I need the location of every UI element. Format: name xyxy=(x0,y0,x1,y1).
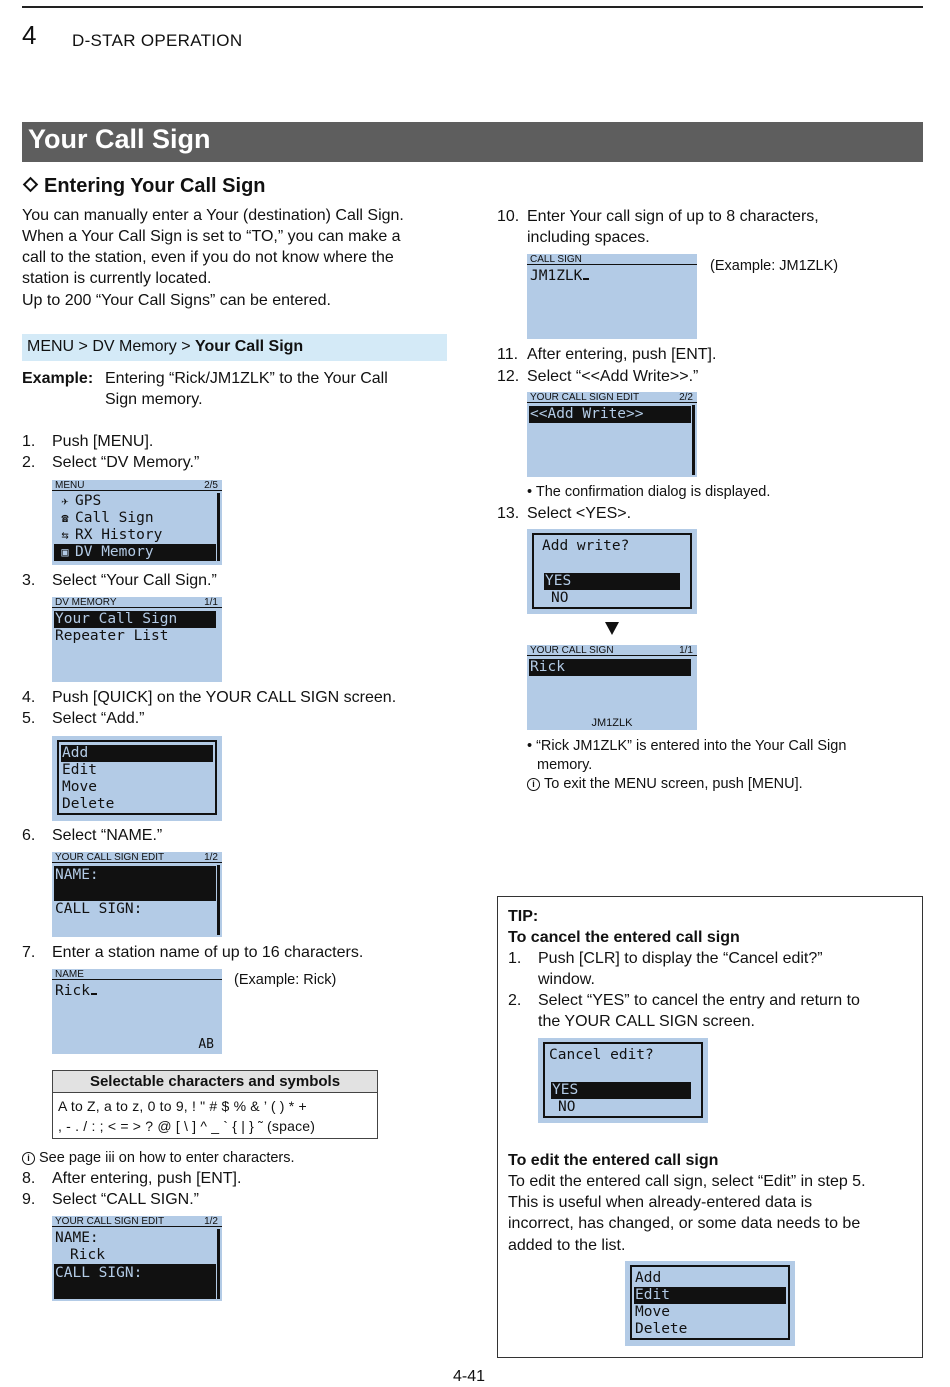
subsection-title: Entering Your Call Sign xyxy=(22,175,266,198)
lcd-menu-item: Delete xyxy=(635,1321,688,1337)
lcd-name-row: NAME: xyxy=(55,1230,99,1246)
step-number: 10. xyxy=(497,208,520,225)
lcd-add-write-screen xyxy=(527,392,697,477)
lcd-menu-item: ✈ GPS xyxy=(54,493,216,510)
example-callsign: (Example: JM1ZLK) xyxy=(710,258,839,274)
exit-note: i To exit the MENU screen, push [MENU]. xyxy=(527,774,803,795)
lcd-edit-screen xyxy=(52,852,222,937)
table-cell: A to Z, a to z, 0 to 9, ! " # $ % & ’ ( ) * + , - . / : ; < = > ? @ [ \ ] ^ _ ` { | } ˜ (space) xyxy=(58,1098,316,1134)
lcd-callsign-value: JM1ZLK xyxy=(529,268,691,285)
lcd-result-name: Rick xyxy=(529,659,691,676)
tip-label: TIP: xyxy=(508,908,539,925)
lcd-menu-item: Delete xyxy=(62,796,115,812)
lcd-name-entry-screen xyxy=(52,969,222,1054)
result-note: • “Rick JM1ZLK” is entered into the Your Call Sign xyxy=(527,738,847,754)
step-text: Push [CLR] to display the “Cancel edit?” xyxy=(538,950,823,967)
text-cursor xyxy=(583,278,589,280)
lcd-input-mode: AB xyxy=(198,1037,214,1052)
step-number: 1. xyxy=(22,433,36,450)
step-text: Select “DV Memory.” xyxy=(52,454,200,471)
step-text: Select <YES>. xyxy=(527,505,632,522)
selectable-characters-table xyxy=(52,1070,378,1139)
intro-line: Up to 200 “Your Call Signs” can be entered. xyxy=(22,292,331,309)
intro-line: station is currently located. xyxy=(22,270,212,287)
tip-edit-line: incorrect, has changed, or some data needs to be xyxy=(508,1215,861,1232)
lcd-name-row-selected: NAME: xyxy=(54,866,216,901)
lcd-title-bar: DV MEMORY 1/1 xyxy=(52,597,222,608)
step-text: Enter a station name of up to 16 characters. xyxy=(52,944,364,961)
intro-line: When a Your Call Sign is set to “TO,” you can make a xyxy=(22,228,401,245)
lcd-dialog-no: NO xyxy=(558,1099,576,1115)
result-note: memory. xyxy=(537,757,593,773)
intro-line: call to the station, even if you do not know where the xyxy=(22,249,394,266)
lcd-add-write-item: <<Add Write>> xyxy=(529,406,691,423)
satellite-icon: ✈ xyxy=(61,494,69,508)
tip-edit-line: added to the list. xyxy=(508,1237,626,1254)
header-rule xyxy=(22,6,923,8)
info-icon: i xyxy=(527,778,540,791)
lcd-scrollbar xyxy=(692,405,695,475)
lcd-menu-item: Move xyxy=(62,779,97,795)
lcd-quick-dialog xyxy=(630,1265,790,1340)
lcd-title-bar: NAME xyxy=(52,969,222,980)
tip-cancel-title: To cancel the entered call sign xyxy=(508,929,740,946)
lcd-quick-menu-edit-screen xyxy=(625,1261,795,1346)
step-number: 2. xyxy=(508,992,522,1009)
step-number: 6. xyxy=(22,827,36,844)
lcd-menu-item: ☎ Call Sign xyxy=(54,510,216,527)
call-sign-icon: ☎ xyxy=(61,511,69,525)
lcd-name-value: Rick xyxy=(54,983,216,1000)
lcd-quick-dialog xyxy=(57,740,217,815)
chapter-title: D-STAR OPERATION xyxy=(72,31,243,50)
step-text: Select “YES” to cancel the entry and return to xyxy=(538,992,860,1009)
lcd-callsign-entry-screen xyxy=(527,254,697,339)
step-number: 1. xyxy=(508,950,522,967)
see-page-note: i See page iii on how to enter characters. xyxy=(22,1148,295,1169)
text-cursor xyxy=(91,993,97,995)
step-text: window. xyxy=(538,971,595,988)
step-text: Push [MENU]. xyxy=(52,433,154,450)
example-rick: (Example: Rick) xyxy=(234,972,337,988)
example-label: Example: xyxy=(22,370,94,387)
lcd-name-value: Rick xyxy=(70,1247,105,1263)
step-number: 4. xyxy=(22,689,36,706)
lcd-title-bar: YOUR CALL SIGN 1/1 xyxy=(527,645,697,656)
lcd-dv-memory-screen xyxy=(52,597,222,682)
lcd-scrollbar xyxy=(217,1229,220,1299)
dv-memory-icon: ▣ xyxy=(61,545,69,559)
step-text: Select “<<Add Write>>.” xyxy=(527,368,699,385)
step-text: Enter Your call sign of up to 8 characters, xyxy=(527,208,819,225)
example-text: Entering “Rick/JM1ZLK” to the Your Call xyxy=(105,370,388,387)
lcd-result-screen xyxy=(527,645,697,730)
lcd-menu-item-selected: Add xyxy=(61,745,213,762)
tip-edit-title: To edit the entered call sign xyxy=(508,1152,719,1169)
step-number: 11. xyxy=(497,346,519,363)
lcd-cancel-dialog xyxy=(543,1042,703,1118)
lcd-dialog-yes: YES xyxy=(551,1082,691,1099)
lcd-menu-item-selected: Edit xyxy=(634,1287,786,1304)
lcd-dialog-question: Add write? xyxy=(542,538,630,554)
table-header: Selectable characters and symbols xyxy=(53,1071,377,1093)
lcd-scrollbar xyxy=(217,865,220,935)
menu-path: MENU > DV Memory > Your Call Sign xyxy=(22,334,447,361)
lcd-dialog-yes: YES xyxy=(544,573,680,590)
step-text: Select “CALL SIGN.” xyxy=(52,1191,200,1208)
page-number: 4-41 xyxy=(453,1368,486,1385)
lcd-title-bar: YOUR CALL SIGN EDIT 2/2 xyxy=(527,392,697,403)
step-text: Push [QUICK] on the YOUR CALL SIGN screen. xyxy=(52,689,397,706)
step-number: 13. xyxy=(497,505,520,522)
step-number: 7. xyxy=(22,944,36,961)
tip-edit-line: To edit the entered call sign, select “Edit” in step 5. xyxy=(508,1173,866,1190)
lcd-menu-item: Edit xyxy=(62,762,97,778)
lcd-title-bar: YOUR CALL SIGN EDIT 1/2 xyxy=(52,1216,222,1227)
step-text: After entering, push [ENT]. xyxy=(52,1170,242,1187)
step-text: Select “NAME.” xyxy=(52,827,163,844)
step-number: 2. xyxy=(22,454,36,471)
rx-history-icon: ⇆ xyxy=(61,528,69,542)
lcd-menu-item: ⇆ RX History xyxy=(54,527,216,544)
lcd-menu-screen xyxy=(52,480,222,565)
chapter-number: 4 xyxy=(22,20,37,50)
tip-edit-line: This is useful when already-entered data is xyxy=(508,1194,813,1211)
lcd-quick-menu-screen xyxy=(52,736,222,821)
lcd-result-callsign: JM1ZLK xyxy=(591,717,633,729)
step-number: 3. xyxy=(22,572,36,589)
lcd-title-bar: MENU 2/5 xyxy=(52,480,222,491)
lcd-menu-item-selected: ▣ DV Memory xyxy=(54,544,216,561)
step-number: 9. xyxy=(22,1191,36,1208)
lcd-edit-screen-2 xyxy=(52,1216,222,1301)
step-text: Select “Add.” xyxy=(52,710,145,727)
lcd-menu-item-selected: Your Call Sign xyxy=(54,611,216,628)
lcd-confirm-screen xyxy=(527,529,697,614)
step-text: Select “Your Call Sign.” xyxy=(52,572,217,589)
step-number: 12. xyxy=(497,368,520,385)
step-text: After entering, push [ENT]. xyxy=(527,346,717,363)
step-text: including spaces. xyxy=(527,229,650,246)
lcd-scrollbar xyxy=(217,493,220,561)
section-title: Your Call Sign xyxy=(22,122,923,162)
lcd-title-bar: CALL SIGN xyxy=(527,254,697,265)
lcd-title-bar: YOUR CALL SIGN EDIT 1/2 xyxy=(52,852,222,863)
lcd-dialog-no: NO xyxy=(551,590,569,606)
lcd-menu-item: Repeater List xyxy=(55,628,169,644)
lcd-callsign-row-selected: CALL SIGN: xyxy=(54,1264,216,1299)
lcd-menu-item: Add xyxy=(635,1270,662,1286)
lcd-cancel-screen xyxy=(538,1038,708,1123)
diamond-icon xyxy=(23,177,39,193)
step-text: the YOUR CALL SIGN screen. xyxy=(538,1013,755,1030)
step-number: 8. xyxy=(22,1170,36,1187)
confirm-note: • The confirmation dialog is displayed. xyxy=(527,484,771,500)
example-text: Sign memory. xyxy=(105,391,203,408)
info-icon: i xyxy=(22,1152,35,1165)
lcd-callsign-row: CALL SIGN: xyxy=(55,901,143,917)
lcd-menu-item: Move xyxy=(635,1304,670,1320)
lcd-add-write-dialog xyxy=(532,533,692,609)
intro-line: You can manually enter a Your (destination) Call Sign. xyxy=(22,207,404,224)
lcd-dialog-question: Cancel edit? xyxy=(549,1047,654,1063)
step-number: 5. xyxy=(22,710,36,727)
down-arrow-icon xyxy=(605,622,619,635)
